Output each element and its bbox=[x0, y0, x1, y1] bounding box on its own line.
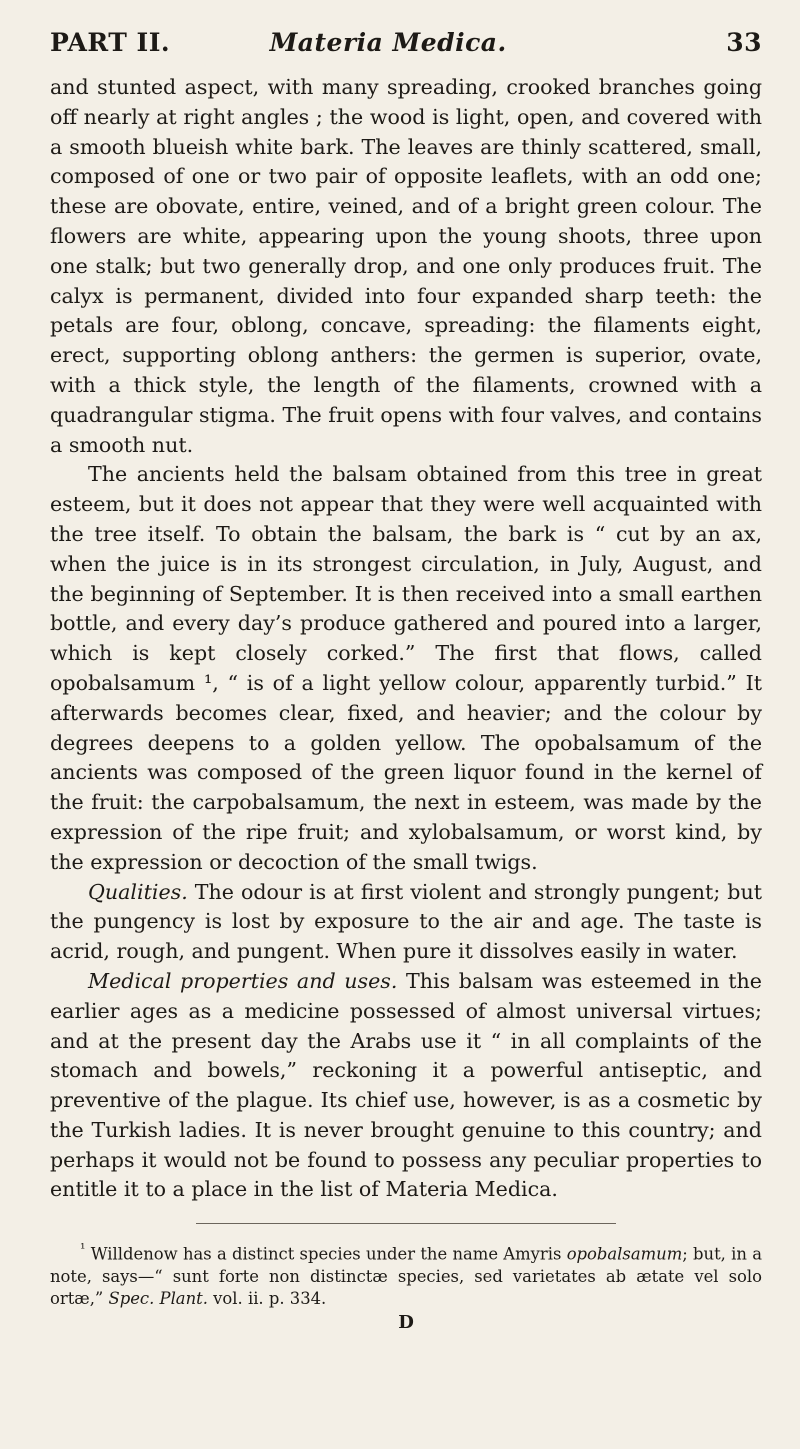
running-header bbox=[50, 28, 762, 57]
footnote-text-b: ; but, in a note, says—“ sunt forte non distinctæ species, sed varietates ab ætate vel solo ortæ,” bbox=[50, 1244, 762, 1308]
paragraph-description: and stunted aspect, with many spreading, crooked branches going off nearly at right angles ; the wood is light, open, and covered with a smooth blueish white bark. The leaves are thinly scattered, small, composed of one or two pair of opposite leaflets, with an odd one; these are obovate, entire, veined, and of a bright green colour. The flowers are white, appearing upon the young shoots, three upon one stalk; but two generally drop, and one only produces fruit. The calyx is permanent, divided into four expanded sharp teeth: the petals are four, oblong, concave, spreading: the filaments eight, erect, supporting oblong anthers: the germen is superior, ovate, with a thick style, the length of the filaments, crowned with a quadrangular stigma. The fruit opens with four valves, and contains a smooth nut. bbox=[50, 75, 762, 457]
part-label: PART II. bbox=[50, 28, 171, 57]
medical-heading: Medical properties and uses. bbox=[88, 968, 398, 993]
paragraph-medical bbox=[50, 967, 762, 1205]
qualities-heading: Qualities. bbox=[88, 879, 188, 904]
footnote-text-a: Willdenow has a distinct species under the name Amyris bbox=[90, 1244, 562, 1264]
page-title: Materia Medica. bbox=[269, 28, 507, 57]
footnote-marker: ¹ bbox=[80, 1241, 86, 1258]
footnote-text-c: vol. ii. p. 334. bbox=[213, 1288, 327, 1308]
footnote-divider bbox=[196, 1223, 616, 1224]
paragraph-ancients: The ancients held the balsam obtained from this tree in great esteem, but it does not appear that they were well acquainted with the tree itself. To obtain the balsam, the bark is “ cut by an ax, when the juice is in its strongest circulation, in July, August, and the beginning of September. It is then received into a small earthen bottle, and every day’s produce gathered and poured into a larger, which is kept closely corked.” The first that flows, called opobalsamum ¹, “ is of a light yellow colour, apparently turbid.” It afterwards becomes clear, fixed, and heavier; and the colour by degrees deepens to a golden yellow. The opobalsamum of the ancients was composed of the green liquor found in the kernel of the fruit: the carpobalsamum, the next in esteem, was made by the expression of the ripe fruit; and xylobalsamum, or worst kind, by the expression or decoction of the small twigs. bbox=[50, 462, 762, 874]
qualities-text: The odour is at first violent and strongly pungent; but the pungency is lost by exposure to the air and age. The taste is acrid, rough, and pungent. When pure it dissolves easily in water. bbox=[50, 879, 762, 964]
page bbox=[50, 28, 762, 1333]
signature-mark: D bbox=[398, 1311, 414, 1333]
footnote bbox=[50, 1238, 762, 1309]
page-number: 33 bbox=[726, 28, 762, 57]
medical-text: This balsam was esteemed in the earlier ages as a medicine possessed of almost universal virtues; and at the present day the Arabs use it “ in all complaints of the stomach and bowels,” reckoning it a powerful antiseptic, and preventive of the plague. Its chief use, however, is as a cosmetic by the Turkish ladies. It is never brought genuine to this country; and perhaps it would not be found to possess any peculiar properties to entitle it to a place in the list of Materia Medica. bbox=[50, 968, 762, 1202]
footnote-species: opobalsamum bbox=[566, 1244, 683, 1264]
paragraph-qualities bbox=[50, 878, 762, 967]
footnote-source: Spec. Plant. bbox=[108, 1288, 208, 1308]
body-text bbox=[50, 73, 762, 1205]
